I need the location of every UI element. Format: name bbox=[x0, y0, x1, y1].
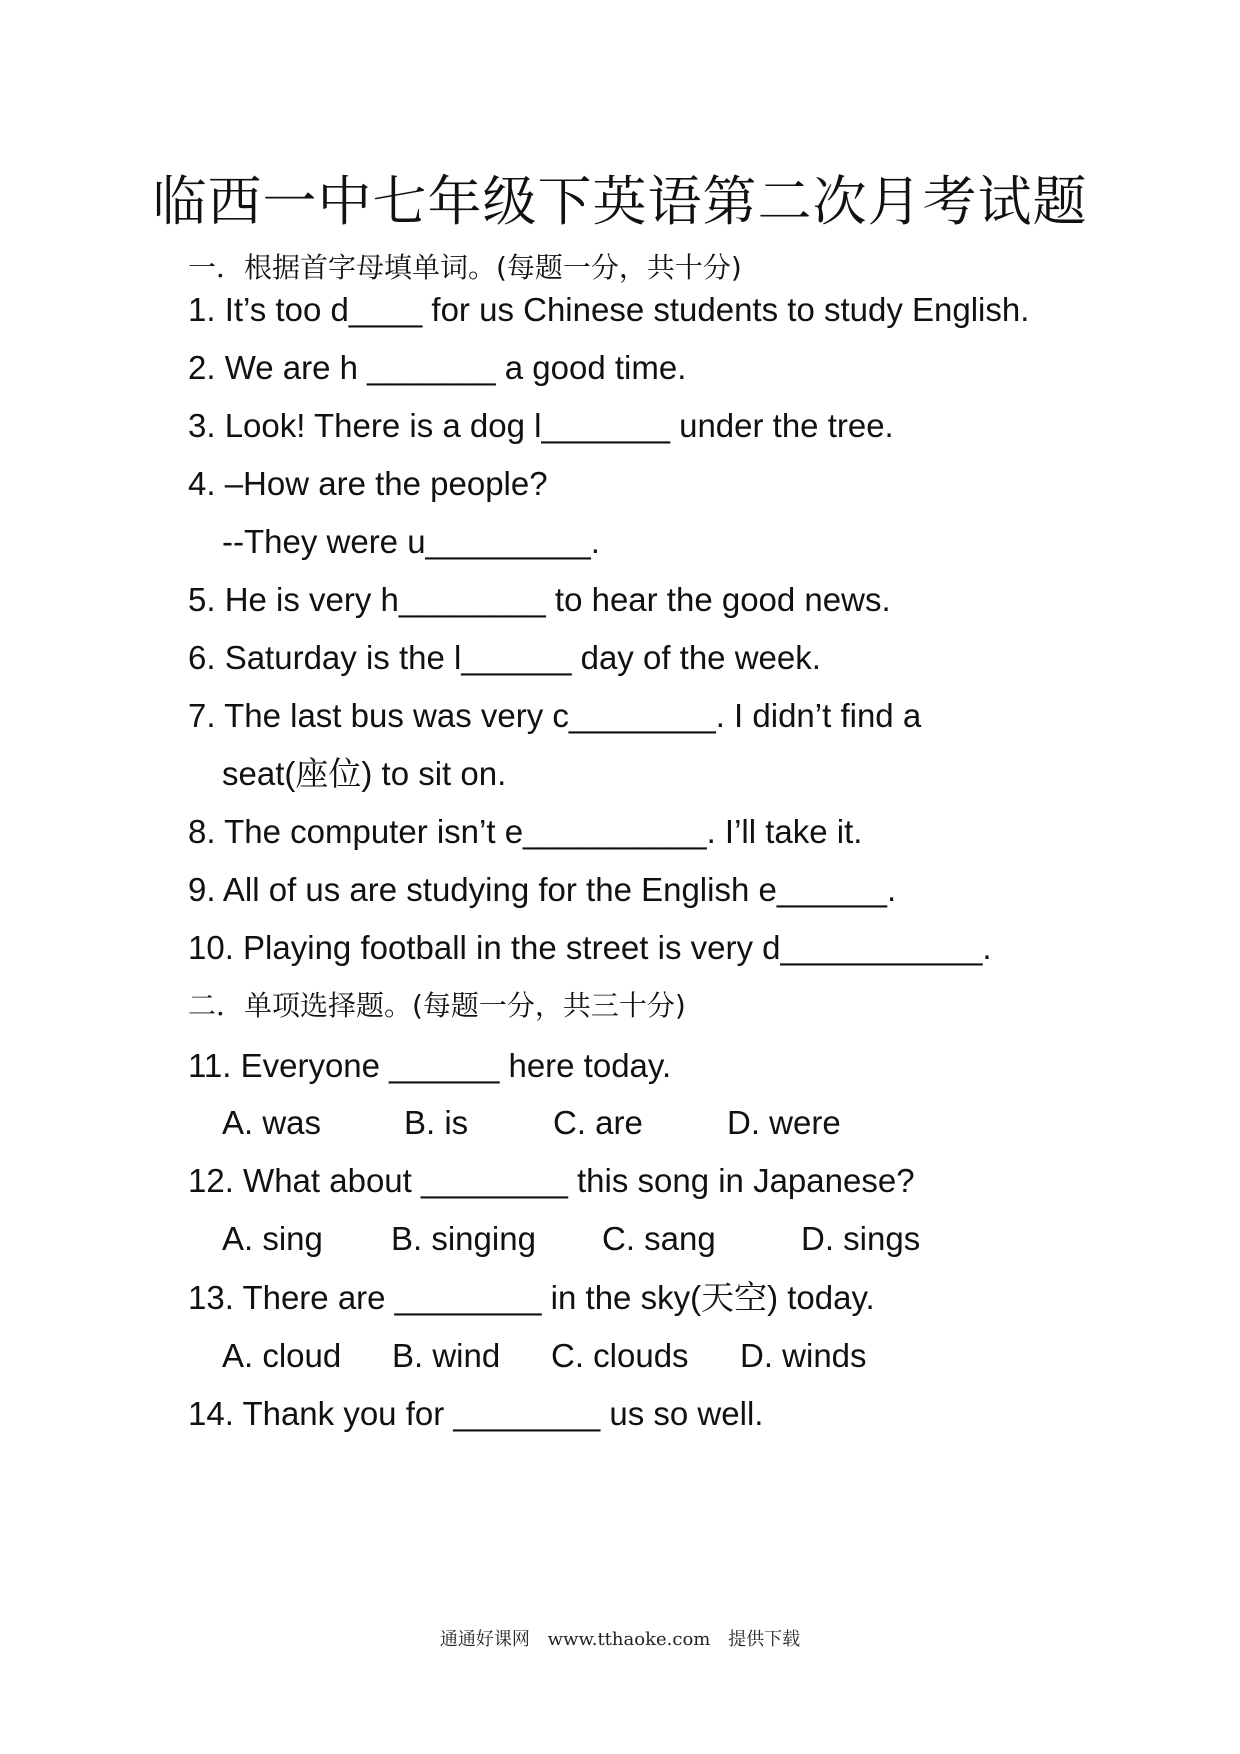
question-5: 5. He is very h________ to hear the good news. bbox=[188, 581, 891, 618]
section-heading-multiple-choice: 二．单项选择题。(每题一分，共三十分) bbox=[188, 989, 686, 1022]
question-12-option-a: A. sing bbox=[222, 1220, 323, 1257]
question-13-option-a: A. cloud bbox=[222, 1337, 342, 1374]
question-7: 7. The last bus was very c________. I didn’t find a bbox=[188, 697, 922, 734]
page-title: 临西一中七年级下英语第二次月考试题 bbox=[152, 170, 1088, 233]
question-4-response: --They were u_________. bbox=[222, 523, 600, 560]
question-3: 3. Look! There is a dog l_______ under the tree. bbox=[188, 407, 894, 444]
question-7-continued: seat(座位) to sit on. bbox=[222, 755, 507, 792]
question-10: 10. Playing football in the street is very d___________. bbox=[188, 929, 992, 966]
footer-site-name: 通通好课网 bbox=[439, 1629, 530, 1650]
question-11-option-c: C. are bbox=[553, 1104, 643, 1141]
question-12: 12. What about ________ this song in Japanese? bbox=[188, 1162, 915, 1199]
question-12-option-d: D. sings bbox=[801, 1220, 921, 1257]
question-1: 1. It’s too d____ for us Chinese students to study English. bbox=[188, 291, 1030, 328]
question-13-option-b: B. wind bbox=[392, 1337, 501, 1374]
question-13-option-c: C. clouds bbox=[551, 1337, 689, 1374]
question-11-option-b: B. is bbox=[404, 1104, 469, 1141]
question-11-option-a: A. was bbox=[222, 1104, 322, 1141]
question-13-option-d: D. winds bbox=[740, 1337, 867, 1374]
footer bbox=[0, 1626, 1240, 1654]
question-4: 4. –How are the people? bbox=[188, 465, 548, 502]
question-6: 6. Saturday is the l______ day of the week. bbox=[188, 639, 821, 676]
question-12-option-b: B. singing bbox=[391, 1220, 536, 1257]
question-14: 14. Thank you for ________ us so well. bbox=[188, 1395, 764, 1432]
question-2: 2. We are h _______ a good time. bbox=[188, 349, 687, 386]
question-13: 13. There are ________ in the sky(天空) today. bbox=[188, 1279, 875, 1316]
question-9: 9. All of us are studying for the English e______. bbox=[188, 871, 897, 908]
question-11: 11. Everyone ______ here today. bbox=[188, 1047, 672, 1084]
footer-url[interactable]: www.tthaoke.com bbox=[547, 1629, 711, 1650]
question-12-option-c: C. sang bbox=[602, 1220, 716, 1257]
question-8: 8. The computer isn’t e__________. I’ll take it. bbox=[188, 813, 863, 850]
footer-note: 提供下载 bbox=[728, 1629, 801, 1650]
question-11-option-d: D. were bbox=[727, 1104, 841, 1141]
section-heading-fill-in: 一．根据首字母填单词。(每题一分，共十分) bbox=[188, 251, 742, 284]
